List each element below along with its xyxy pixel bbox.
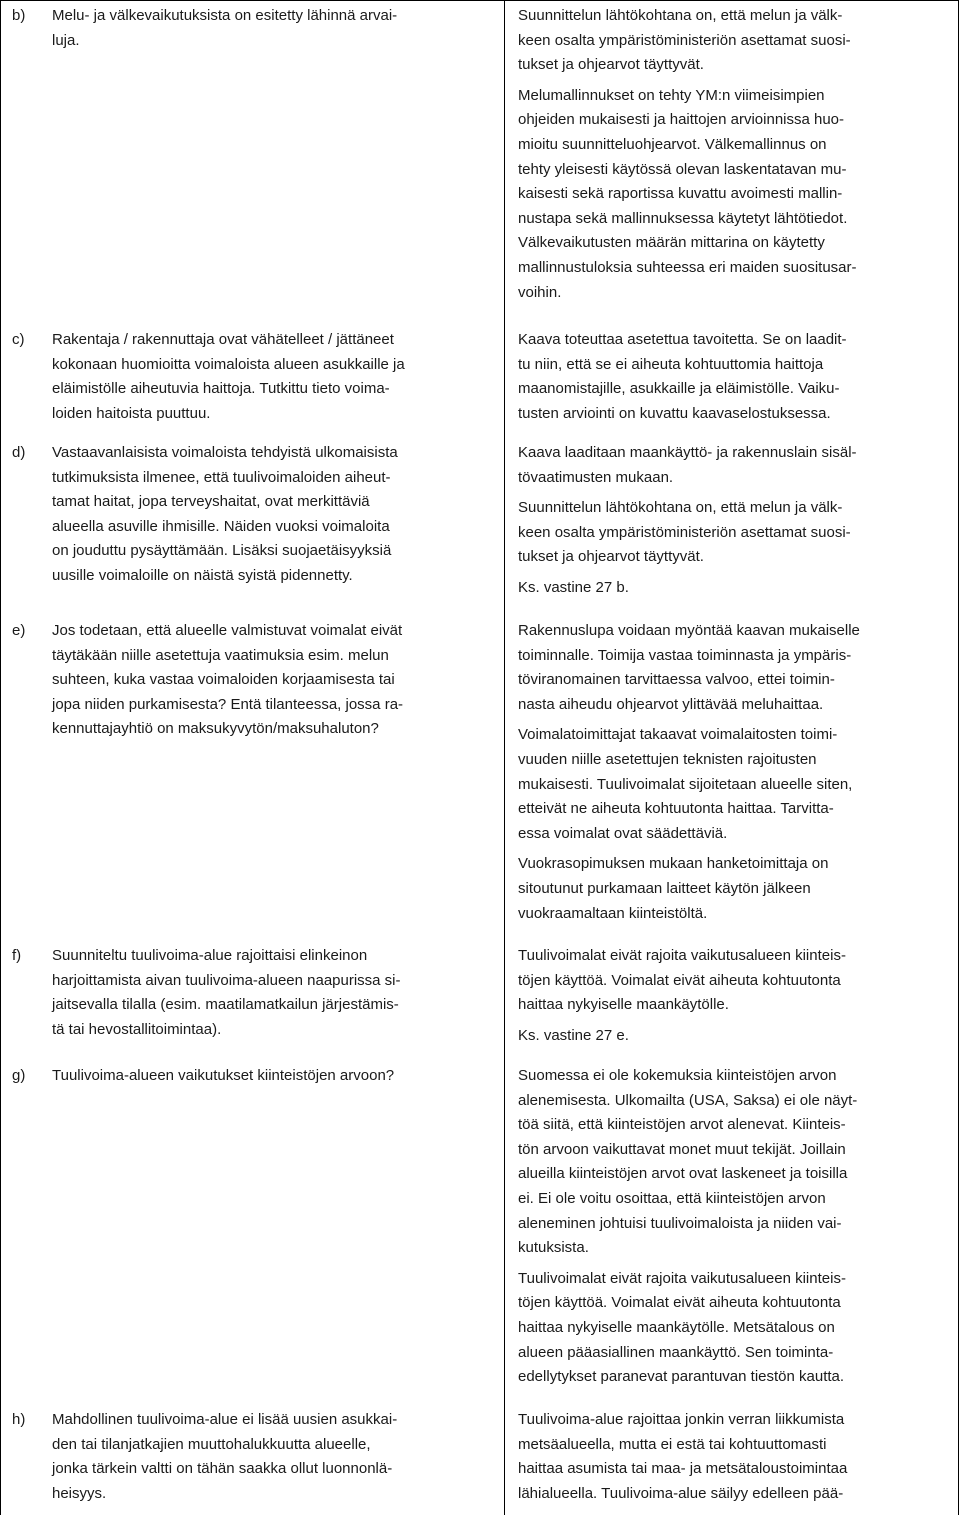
response-cell <box>518 1408 946 1506</box>
comment-paragraph: Rakentaja / rakennuttaja ovat vähätelleet / jättäneet kokonaan huomioitta voimaloista alueen asukkaille ja eläimistölle aiheutuvia haittoja. Tutkittu tieto voima- loiden haitoista puuttuu. <box>52 331 405 422</box>
table-column-divider <box>504 0 505 1515</box>
response-paragraph: Kaava toteuttaa asetettua tavoitetta. Se on laadit- tu niin, että se ei aiheuta kohtuuttomia haittoja maanomistajille, asukkaille ja eläimistölle. Vaiku- tusten arviointi on kuvattu kaavaselostuksessa. <box>518 331 847 422</box>
comment-cell <box>52 944 492 1042</box>
response-cell <box>518 944 946 1048</box>
response-paragraph: Suunnittelun lähtökohtana on, että melun ja välk- keen osalta ympäristöministeriön asettamat suosi- tukset ja ohjearvot täyttyvät. <box>518 7 851 74</box>
comment-paragraph: Mahdollinen tuulivoima-alue ei lisää uusien asukkai- den tai tilanjatkajien muuttohalukkuutta alueelle, jonka tärkein valtti on tähän saakka ollut luonnonlä- heisyys. <box>52 1411 398 1502</box>
response-paragraph: Melumallinnukset on tehty YM:n viimeisimpien ohjeiden mukaisesti ja haittojen arvioinnissa huo- mioitu suunnitteluohjearvot. Välkemallinnus on tehty yleisesti käytössä olevan laskentatavan mu- kaisesti sekä raportissa kuvattu avoimesti mallin- nustapa sekä mallinnuksessa käytetyt lähtötiedot. Välkevaikutusten määrän mittarina on käytetty mallinnustuloksia suhteessa eri maiden suositusar- voihin. <box>518 86 857 301</box>
response-cell <box>518 1064 946 1390</box>
row-letter: d) <box>12 444 26 461</box>
table-border-left <box>0 0 1 1515</box>
response-paragraph: Voimalatoimittajat takaavat voimalaitosten toimi- vuuden niille asetettujen teknisten rajoitusten mukaisesti. Tuulivoimalat sijoitetaan alueelle siten, etteivät ne aiheuta kohtuutonta haittaa. Tarvitta- essa voimalat ovat säädettäviä. <box>518 726 853 842</box>
comment-cell <box>52 1064 492 1089</box>
comment-paragraph: Tuulivoima-alueen vaikutukset kiinteistöjen arvoon? <box>52 1067 395 1084</box>
response-cell <box>518 328 946 426</box>
row-letter: f) <box>12 947 22 964</box>
response-paragraph: Ks. vastine 27 e. <box>518 1026 629 1044</box>
comment-cell <box>52 328 492 426</box>
comment-paragraph: Vastaavanlaisista voimaloista tehdyistä ulkomaisista tutkimuksista ilmenee, että tuulivoimaloiden aiheut- tamat haitat, jopa terveyshaitat, ovat merkittäviä alueella asuville ihmisille. Näiden vuoksi voimaloita on jouduttu pysäyttämään. Lisäksi suojaetäisyyksiä uusille voimaloille on näistä syistä pidennetty. <box>52 444 398 584</box>
table-border-right <box>958 0 959 1515</box>
response-paragraph: Suomessa ei ole kokemuksia kiinteistöjen arvon alenemisesta. Ulkomailta (USA, Saksa) ei ole näyt- töä siitä, että kiinteistöjen arvot alenevat. Kiinteis- tön arvoon vaikuttavat monet muut tekijät. Joillain alueilla kiinteistöjen arvot ovat laskeneet ja toisilla ei. Ei ole voitu osoittaa, että kiinteistöjen arvon aleneminen johtuisi tuulivoimaloista ja niiden vai- kutuksista. <box>518 1067 858 1257</box>
response-cell <box>518 619 946 926</box>
response-cell <box>518 4 946 305</box>
response-paragraph: Tuulivoimalat eivät rajoita vaikutusalueen kiinteis- töjen käyttöä. Voimalat eivät aiheuta kohtuutonta haittaa nykyiselle maankäytölle. <box>518 947 846 1014</box>
response-paragraph: Rakennuslupa voidaan myöntää kaavan mukaiselle toiminnalle. Toimija vastaa toiminnasta ja ympäris- töviranomainen tarvittaessa valvoo, ettei toimin- nasta aiheudu ohjearvot ylittävää meluhaittaa. <box>518 622 860 713</box>
response-paragraph: Tuulivoimalat eivät rajoita vaikutusalueen kiinteis- töjen käyttöä. Voimalat eivät aiheuta kohtuutonta haittaa nykyiselle maankäytölle. Metsätalous on alueen pääasiallinen maankäyttö. Sen toiminta- edellytykset paranevat parantuvan tiestön kautta. <box>518 1269 846 1386</box>
comment-cell <box>52 619 492 742</box>
response-paragraph: Ks. vastine 27 b. <box>518 578 629 596</box>
response-paragraph: Kaava laaditaan maankäyttö- ja rakennuslain sisäl- tövaatimusten mukaan. <box>518 444 857 486</box>
comment-paragraph: Jos todetaan, että alueelle valmistuvat voimalat eivät täytäkään niille asetettuja vaatimuksia esim. melun suhteen, kuka vastaa voimaloiden korjaamisesta tai jopa niiden purkamisesta? Entä tilanteessa, jossa ra- kennuttajayhtiö on maksukyvytön/maksuhaluton? <box>52 622 404 738</box>
comment-paragraph: Melu- ja välkevaikutuksista on esitetty lähinnä arvai- luja. <box>52 7 398 49</box>
response-paragraph: Tuulivoima-alue rajoittaa jonkin verran liikkumista metsäalueella, mutta ei estä tai kohtuuttomasti haittaa asumista tai maa- ja metsätaloustoimintaa lähialueella. Tuulivoima-alue säilyy edelleen pää- <box>518 1411 848 1502</box>
comment-cell <box>52 1408 492 1506</box>
response-cell <box>518 441 946 601</box>
row-letter: b) <box>12 7 26 24</box>
comment-paragraph: Suunniteltu tuulivoima-alue rajoittaisi elinkeinon harjoittamista aivan tuulivoima-alueen naapurissa si- jaitsevalla tilalla (esim. maatilamatkailun järjestämis- tä tai hevostallitoimintaa). <box>52 947 401 1038</box>
row-letter: e) <box>12 622 26 639</box>
response-paragraph: Suunnittelun lähtökohtana on, että melun ja välk- keen osalta ympäristöministeriön asettamat suosi- tukset ja ohjearvot täyttyvät. <box>518 499 851 566</box>
table-border-top <box>0 0 959 1</box>
row-letter: h) <box>12 1411 26 1428</box>
row-letter: c) <box>12 331 25 348</box>
response-paragraph: Vuokrasopimuksen mukaan hanketoimittaja on sitoutunut purkamaan laitteet käytön jälkeen vuokraamaltaan kiinteistöltä. <box>518 855 829 922</box>
comment-cell <box>52 4 492 53</box>
comment-cell <box>52 441 492 589</box>
row-letter: g) <box>12 1067 26 1084</box>
